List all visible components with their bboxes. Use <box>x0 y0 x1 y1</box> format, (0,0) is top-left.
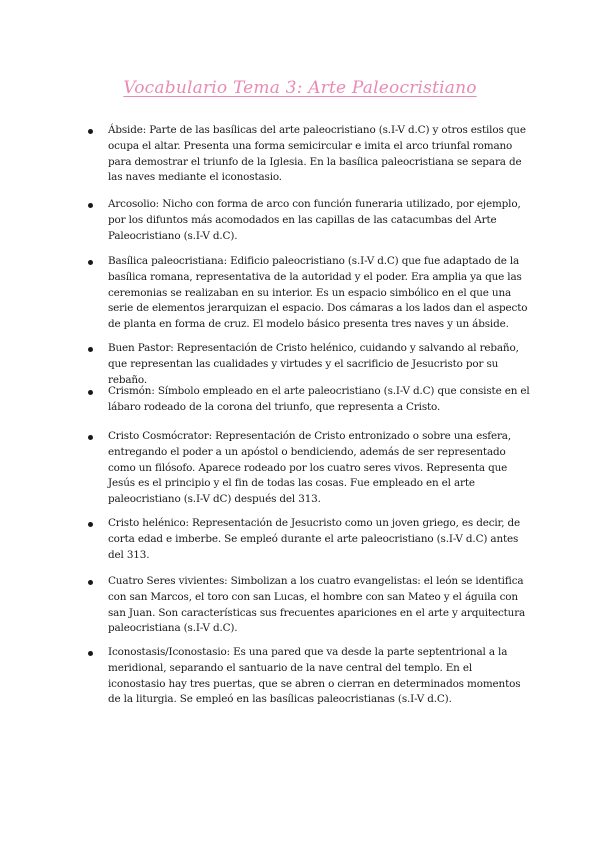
entry-definition: Representación de Cristo entronizado o sobre una esfera, entregando el poder a un apóstol o bendiciendo, además de ser representado como un filósofo. Aparece rodeado por los cuatro seres vivos. Representa que Jesús es el principio y el fin de todas las cosas. Fue empleado en el arte paleocristiano (s.I-V dC) después del 313. <box>108 430 511 506</box>
glossary-entry-arcosolio <box>108 197 532 244</box>
bullet-icon <box>88 347 93 352</box>
entry-term: Iconostasis/Iconostasio: <box>108 646 230 658</box>
bullet-icon <box>88 129 93 134</box>
entry-definition: Simbolizan a los cuatro evangelistas: el león se identifica con san Marcos, el toro con san Lucas, el hombre con san Mateo y el águila con san Juan. Son características sus frecuentes apariciones en el arte y arquitectura paleocristiana (s.I-V d.C). <box>108 575 526 635</box>
glossary-entry-buen-pastor <box>108 341 532 388</box>
glossary-entry-crismon <box>108 384 532 416</box>
entry-term: Cristo helénico: <box>108 517 189 529</box>
entry-term: Arcosolio: <box>108 198 160 210</box>
bullet-icon <box>88 522 93 527</box>
entry-definition: Representación de Jesucristo como un joven griego, es decir, de corta edad e imberbe. Se empleó durante el arte paleocristiano (s.I-V d.C) antes del 313. <box>108 517 521 561</box>
entry-term: Buen Pastor: <box>108 342 174 354</box>
bullet-icon <box>88 260 93 265</box>
entry-term: Basílica paleocristiana: <box>108 255 227 267</box>
glossary-entry-cristo-helenico <box>108 516 532 563</box>
bullet-icon <box>88 203 93 208</box>
entry-term: Ábside: <box>108 124 147 136</box>
entry-term: Cuatro Seres vivientes: <box>108 575 228 587</box>
entry-definition: Representación de Cristo helénico, cuidando y salvando al rebaño, que representan las cualidades y virtudes y el sacrificio de Jesucristo por su rebaño. <box>108 342 519 386</box>
page-title: Vocabulario Tema 3: Arte Paleocristiano <box>123 78 477 98</box>
entry-term: Crismón: <box>108 385 155 397</box>
entry-definition: Símbolo empleado en el arte paleocristiano (s.I-V d.C) que consiste en el lábaro rodeado de la corona del triunfo, que representa a Cristo. <box>108 385 530 413</box>
bullet-icon <box>88 651 93 656</box>
glossary-entry-basilica <box>108 254 532 333</box>
entry-definition: Edificio paleocristiano (s.I-V d.C) que fue adaptado de la basílica romana, representativa de la autoridad y el poder. Era amplia ya que las ceremonias se realizaban en su interior. Es un espacio simbólico en el que una serie de elementos jerarquizan el espacio. Dos cámaras a los lados dan el aspecto de planta en forma de cruz. El modelo básico presenta tres naves y un ábside. <box>108 255 528 331</box>
entry-definition: Nicho con forma de arco con función funeraria utilizado, por ejemplo, por los difuntos más acomodados en las capillas de las catacumbas del Arte Paleocristiano (s.I-V d.C). <box>108 198 521 242</box>
glossary-entry-cristo-cosmocrator <box>108 429 532 508</box>
entry-term: Cristo Cosmócrator: <box>108 430 212 442</box>
entry-definition: Parte de las basílicas del arte paleocristiano (s.I-V d.C) y otros estilos que ocupa el altar. Presenta una forma semicircular e imita el arco triunfal romano para demostrar el triunfo de la Iglesia. En la basílica paleocristiana se separa de las naves mediante el iconostasio. <box>108 124 526 184</box>
entry-definition: Es una pared que va desde la parte septentrional a la meridional, separando el santuario de la nave central del templo. En el iconostasio hay tres puertas, que se abren o cierran en determinados momentos de la liturgia. Se empleó en las basílicas paleocristianas (s.I-V d.C). <box>108 646 521 706</box>
glossary-entry-iconostasio <box>108 645 532 708</box>
bullet-icon <box>88 580 93 585</box>
bullet-icon <box>88 435 93 440</box>
glossary-entry-abside <box>108 123 532 186</box>
bullet-icon <box>88 390 93 395</box>
glossary-entry-cuatro-seres <box>108 574 532 637</box>
